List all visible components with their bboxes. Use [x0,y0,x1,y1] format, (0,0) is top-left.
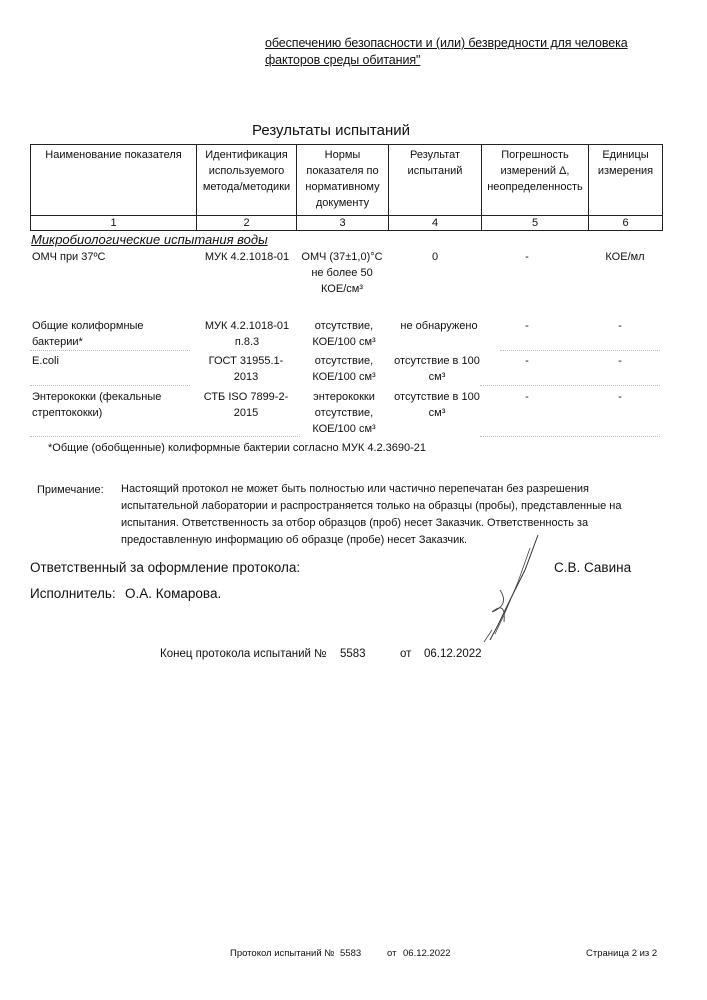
results-title: Результаты испытаний [251,122,411,139]
col-header-unit: Единицы измерения [589,145,663,216]
header-line-1: обеспечению безопасности и (или) безвредности для человека [265,36,628,50]
row-method: ГОСТ 31955.1-2013 [208,355,284,383]
row-separator [480,385,660,386]
row-result: 0 [431,251,439,263]
header-line-2: факторов среды обитания" [265,53,421,67]
row-result: отсутствие в 100 см³ [394,355,480,383]
col-header-method: Идентификация используемого метода/методики [197,145,297,216]
row-separator [30,436,300,437]
table-header-row [31,145,663,216]
row-norm: отсутствие, КОЕ/100 см³ [312,320,376,348]
row-method: МУК 4.2.1018-01 п.8.3 [204,320,290,348]
col-number: 5 [482,216,589,231]
row-method: МУК 4.2.1018-01 [204,251,290,263]
row-separator [30,350,190,351]
row-error: - [525,320,529,332]
col-number: 4 [389,216,482,231]
table-number-row [31,216,663,231]
col-number: 6 [589,216,663,231]
row-name: Общие колиформные бактерии* [32,320,144,348]
row-norm: отсутствие, КОЕ/100 см³ [312,355,376,383]
row-error: - [525,355,529,367]
footer-from: от [387,948,397,959]
row-name: ОМЧ при 37ºС [32,251,106,263]
executor-name: О.А. Комарова. [125,586,222,601]
row-result: отсутствие в 100 см³ [394,391,480,419]
row-name: E.coli [32,355,59,367]
row-result: не обнаружено [400,320,478,332]
row-error: - [525,251,529,263]
col-header-error: Погрешность измерений Δ, неопределенность [482,145,589,216]
row-separator [500,350,660,351]
col-header-result: Результат испытаний [389,145,482,216]
end-protocol-from: от [400,648,412,660]
footer-page: Страница 2 из 2 [586,948,658,959]
results-table [30,144,663,231]
end-protocol-label: Конец протокола испытаний № [160,648,327,660]
responsible-name: С.В. Савина [554,560,632,575]
row-name: Энтерококки (фекальные стрептококки) [32,391,162,419]
responsible-label: Ответственный за оформление протокола: [30,560,301,575]
row-unit: - [618,391,622,403]
row-norm: энтерококки отсутствие, КОЕ/100 см³ [312,391,376,435]
row-separator [480,436,660,437]
row-unit: - [618,320,622,332]
row-norm: ОМЧ (37±1,0)°С не более 50 КОЕ/см³ [301,251,383,295]
note-label: Примечание: [37,484,104,496]
row-separator [30,385,190,386]
col-number: 2 [197,216,297,231]
footer-protocol-label: Протокол испытаний № [230,948,335,959]
col-header-name: Наименование показателя [31,145,197,216]
section-title: Микробиологические испытания воды [31,232,268,247]
row-error: - [525,391,529,403]
footer-number: 5583 [340,948,362,959]
col-number: 1 [31,216,197,231]
note-text: Настоящий протокол не может быть полностью или частично перепечатан без разрешения испытательной лаборатории и распространяется только на образцы (пробы), представленные на испытания. Ответственность за отбор образцов (проб) несет Заказчик. Ответственность за предоставленную информацию об образце (пробе) несет Заказчик. [121,483,622,546]
row-method: СТБ ISO 7899-2-2015 [203,391,289,419]
col-number: 3 [297,216,389,231]
col-header-norm: Нормы показателя по нормативному документу [297,145,389,216]
signature-graphic [470,530,550,645]
end-protocol-date: 06.12.2022 [424,648,482,660]
end-protocol-number: 5583 [340,648,366,660]
footnote: *Общие (обобщенные) колиформные бактерии согласно МУК 4.2.3690-21 [48,442,427,454]
row-unit: - [618,355,622,367]
executor-label: Исполнитель: [30,586,116,601]
footer-date: 06.12.2022 [403,948,451,959]
row-unit: КОЕ/мл [605,251,645,263]
